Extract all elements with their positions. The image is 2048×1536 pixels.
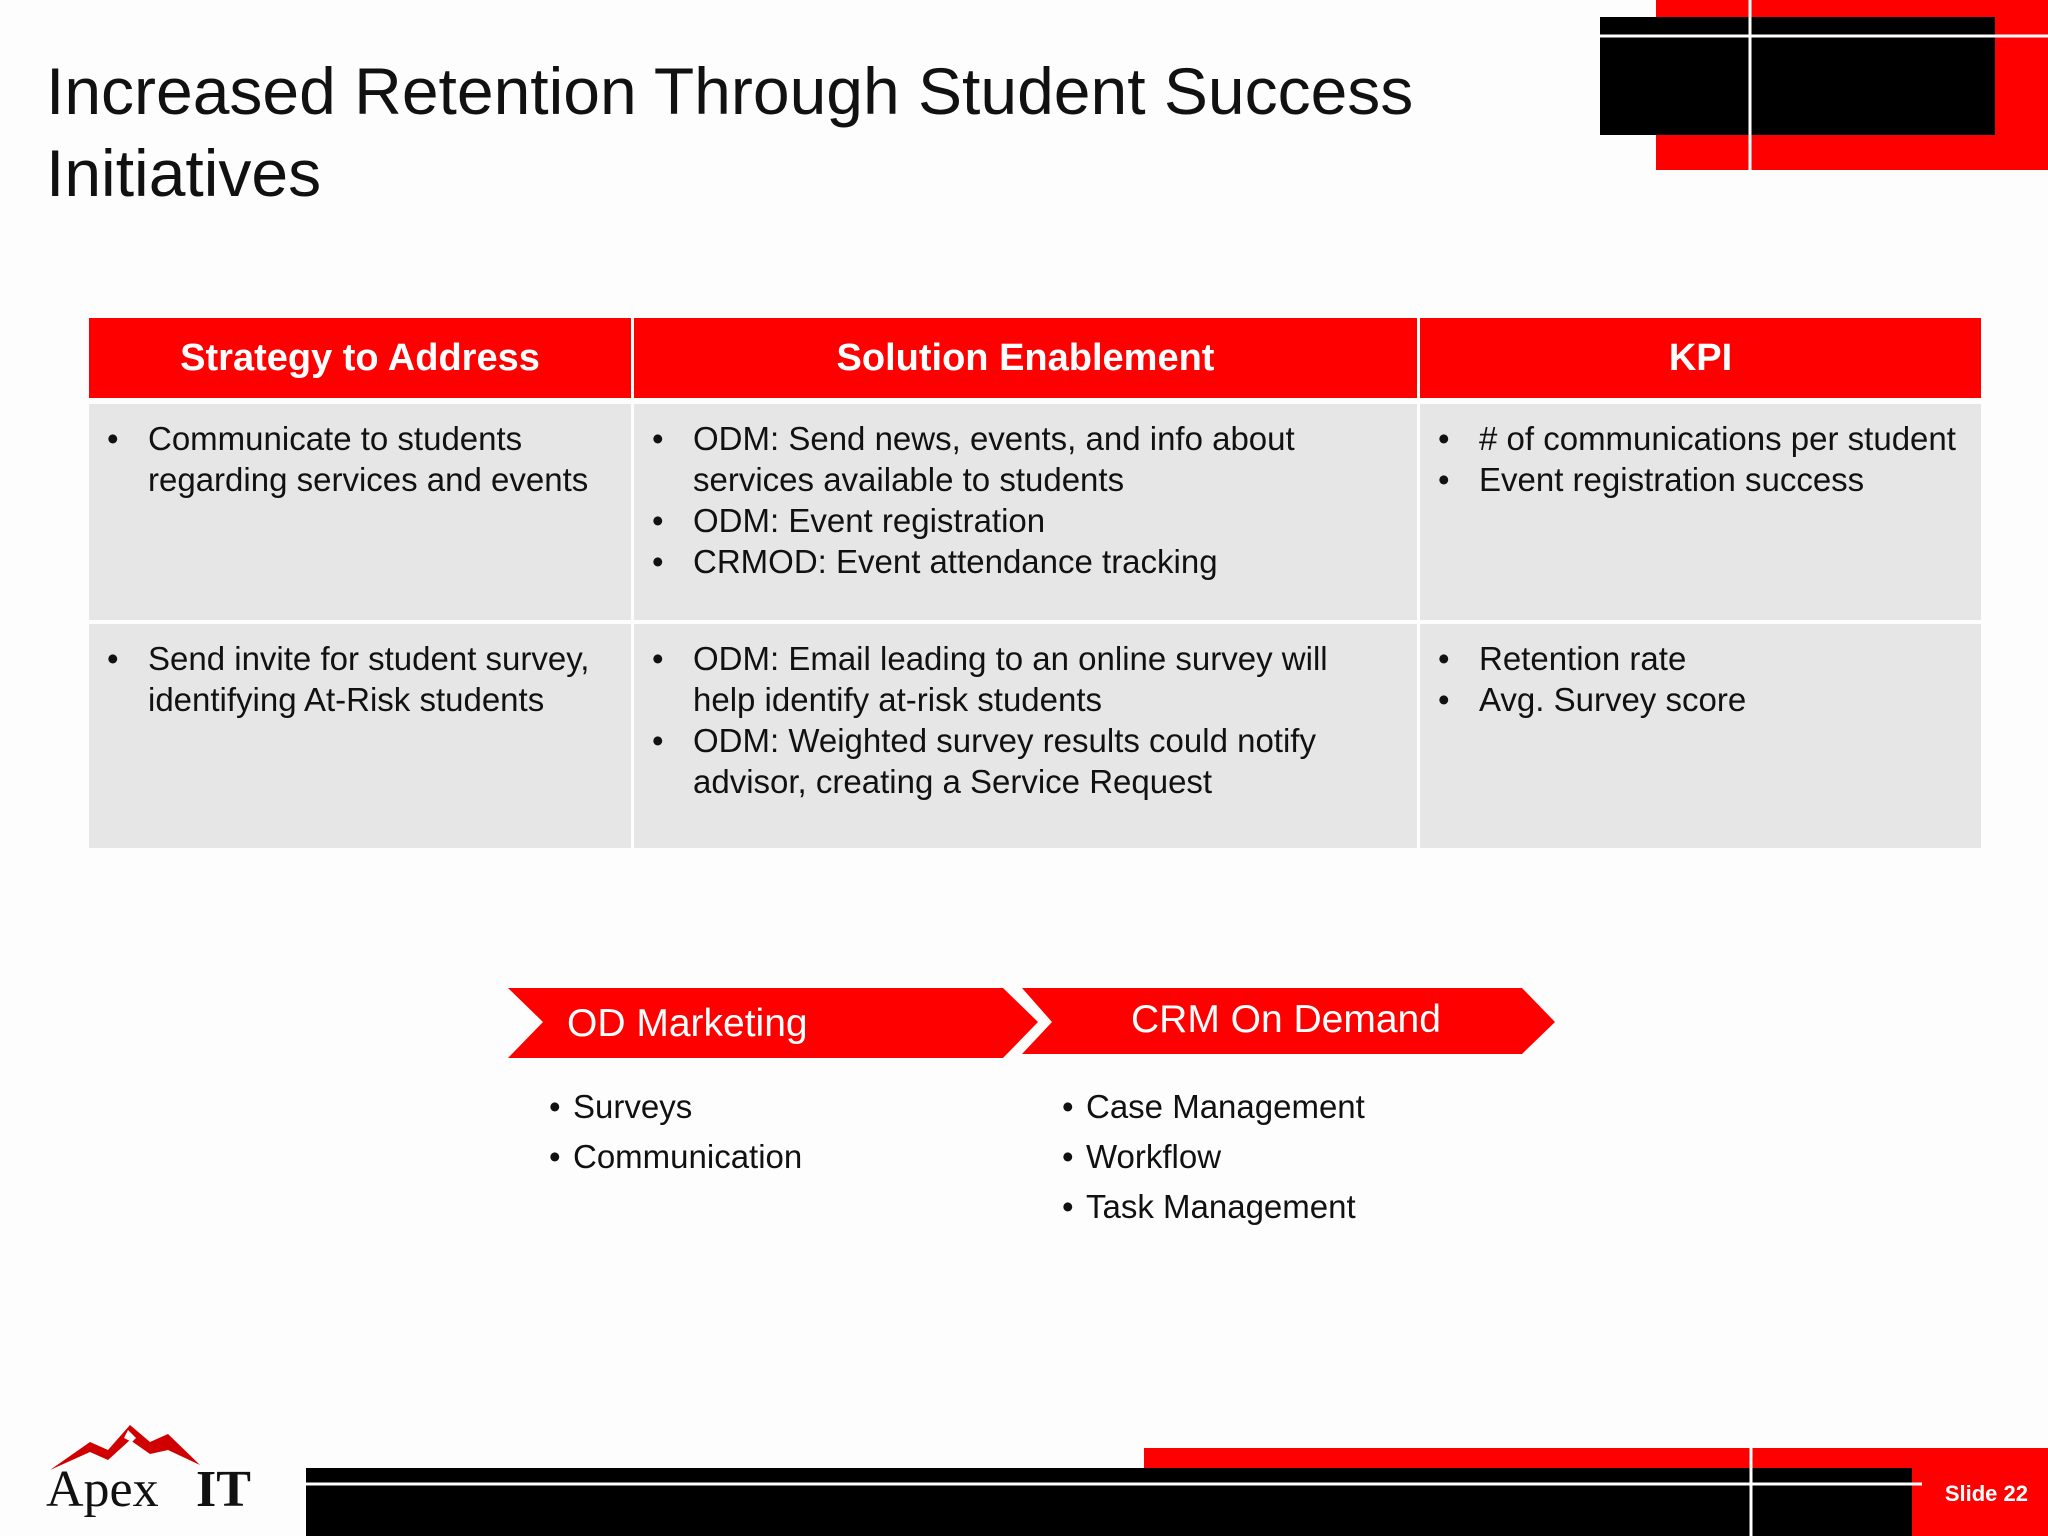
list-item: • Event registration success (1438, 459, 1963, 500)
logo-apex-text: Apex (46, 1461, 159, 1518)
crm-on-demand-label: CRM On Demand (1131, 998, 1441, 1041)
list-item: • Communication (549, 1132, 802, 1182)
list-item: • Send invite for student survey, identifying At-Risk students (107, 638, 613, 720)
list-item: • ODM: Weighted survey results could notify advisor, creating a Service Request (652, 720, 1399, 802)
strategy-table (86, 318, 1984, 852)
list-item: • ODM: Email leading to an online survey will help identify at-risk students (652, 638, 1399, 720)
apex-it-logo (40, 1420, 270, 1530)
footer-decoration (306, 1448, 2048, 1536)
list-item: • # of communications per student (1438, 418, 1963, 459)
list-item: • Workflow (1062, 1132, 1365, 1182)
od-marketing-features (549, 1082, 802, 1182)
list-item: • Communicate to students regarding services and events (107, 418, 613, 500)
od-marketing-label: OD Marketing (567, 1002, 808, 1045)
table-row (89, 404, 1981, 624)
logo-it-text: IT (196, 1461, 251, 1518)
slide-title: Increased Retention Through Student Success Initiatives (46, 54, 1414, 210)
kpi-cell (1420, 624, 1981, 852)
list-item: • Surveys (549, 1082, 802, 1132)
slide-number: Slide 22 (1944, 1481, 2028, 1506)
list-item: • ODM: Event registration (652, 500, 1399, 541)
list-item: • Avg. Survey score (1438, 679, 1963, 720)
table-row (89, 624, 1981, 852)
list-item: • ODM: Send news, events, and info about services available to students (652, 418, 1399, 500)
crm-features (1062, 1082, 1365, 1232)
header-decoration (1600, 0, 2048, 172)
strategy-cell (89, 624, 631, 852)
list-item: • Task Management (1062, 1182, 1365, 1232)
header-kpi: KPI (1420, 318, 1981, 404)
solution-cell (634, 404, 1417, 624)
strategy-cell (89, 404, 631, 624)
list-item: • Retention rate (1438, 638, 1963, 679)
list-item: • CRMOD: Event attendance tracking (652, 541, 1399, 582)
kpi-cell (1420, 404, 1981, 624)
list-item: • Case Management (1062, 1082, 1365, 1132)
solution-cell (634, 624, 1417, 852)
header-strategy: Strategy to Address (89, 318, 631, 404)
header-solution: Solution Enablement (634, 318, 1417, 404)
